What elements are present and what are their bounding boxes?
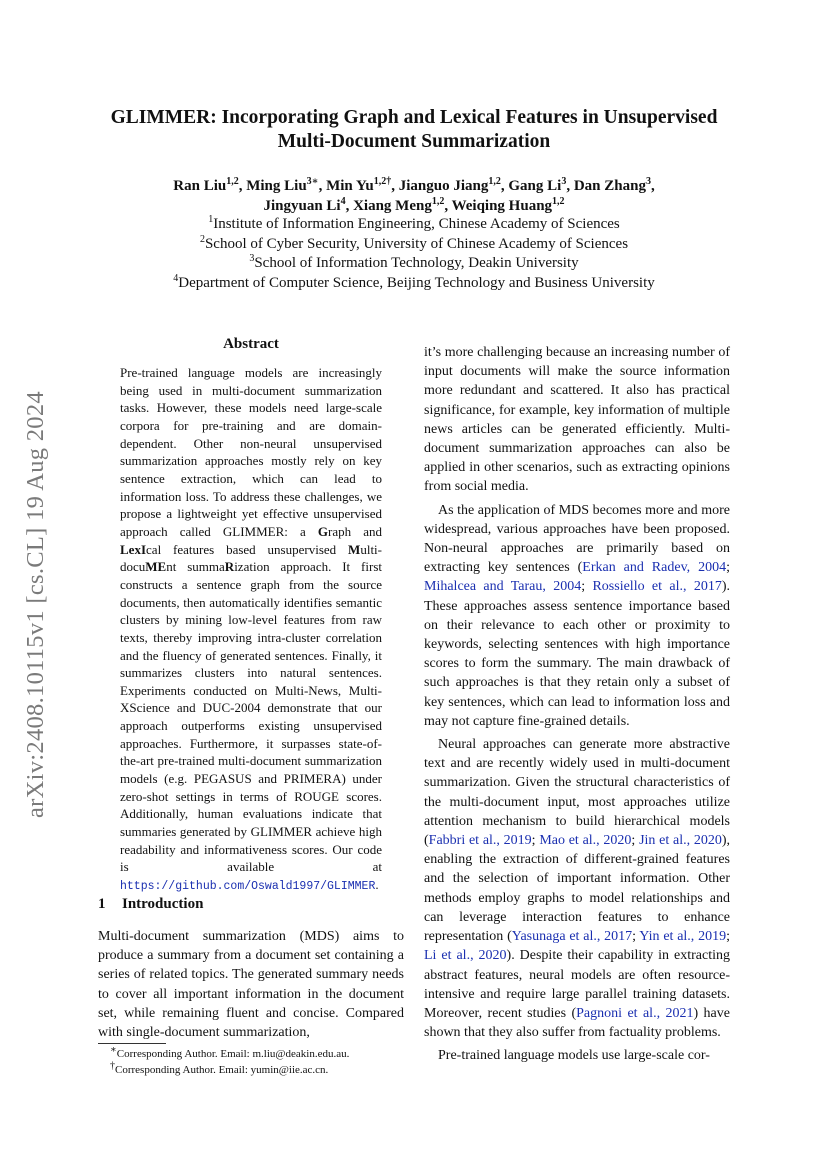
author-name: Ran Liu	[173, 178, 227, 194]
paragraph-text: ;	[531, 833, 540, 849]
section-title: Introduction	[122, 896, 204, 912]
author-affil-mark: 3	[645, 176, 651, 187]
footnote-mark: †	[110, 1059, 115, 1071]
paper-title	[90, 106, 738, 154]
author-name: Dan Zhang	[573, 178, 646, 194]
paragraph-text: ;	[726, 929, 730, 945]
author-name: Xiang Meng	[353, 198, 432, 214]
footnotes	[98, 1044, 404, 1078]
author-name: Jingyuan Li	[263, 198, 341, 214]
paragraph-text: ;	[581, 579, 593, 595]
author-affil-mark: 3	[561, 176, 567, 187]
citation-link[interactable]: Yin et al., 2019	[639, 929, 727, 945]
abstract-text: ulti-docu	[120, 541, 382, 575]
citation-link[interactable]: Pagnoni et al., 2021	[576, 1005, 694, 1021]
footnote	[98, 1059, 404, 1079]
acronym-letter: ME	[145, 559, 167, 575]
author-name: Min Yu	[326, 178, 374, 194]
paragraph-text: Neural approaches can generate more abstractive text and are recently widely used in multi-document summarization. Given the structural characteristics of the multi-document input, most approaches utilize attention mechanism to build hierarchical models (	[424, 737, 730, 849]
title-line-1: GLIMMER: Incorporating Graph and Lexical Features in Unsupervised	[110, 107, 718, 128]
footnote-text: Corresponding Author. Email: m.liu@deakin.edu.au.	[116, 1048, 350, 1060]
citation-link[interactable]: Yasunaga et al., 2017	[511, 929, 633, 945]
affiliation	[90, 235, 738, 255]
paragraph: it’s more challenging because an increasing number of input documents will make the source information more redundant and scattered. It also has practical significance, for example, key information of multiple news articles can be generated efficiently. Multi-document summarization approaches can also be applied in other scenarios, such as extracting opinions from social media.	[424, 345, 730, 495]
right-column	[424, 343, 730, 1070]
affiliation-text: School of Information Technology, Deakin University	[254, 255, 579, 272]
author-affil-mark: 1,2†	[373, 176, 392, 187]
acronym-letter: Lex	[120, 541, 141, 557]
abstract-body	[120, 364, 382, 896]
affiliation-text: Institute of Information Engineering, Chinese Academy of Sciences	[213, 216, 620, 232]
acronym-letter: I	[140, 541, 147, 557]
footnote-text: Corresponding Author. Email: yumin@iie.ac.cn.	[115, 1063, 329, 1076]
paragraph-text: ;	[632, 929, 640, 945]
abstract-text: nt summa	[166, 559, 225, 575]
title-line-2: Multi-Document Summarization	[277, 131, 551, 152]
affiliation	[90, 254, 738, 274]
author-name: Weiqing Huang	[451, 198, 553, 214]
footnote	[98, 1044, 404, 1063]
paragraph-text: ) have shown that they also suffer from factuality problems.	[424, 1005, 730, 1041]
paragraph-text: ). Despite their capability in extracting abstract features, neural models are often resource-intensive and require large parallel training datasets. Moreover, recent studies (	[424, 948, 730, 1021]
code-repository-link[interactable]: https://github.com/Oswald1997/GLIMMER	[120, 880, 376, 894]
author-affil-mark: 4	[340, 196, 346, 207]
paragraph	[424, 501, 730, 731]
affiliation-text: Department of Computer Science, Beijing Technology and Business University	[178, 275, 655, 292]
acronym-letter: M	[348, 541, 361, 557]
paragraph-text: ), enabling the extraction of different-grained features and the selection of important information. Other methods employ graphs to model relationships and can leverage interaction features to enhance representation (	[424, 833, 731, 945]
author-line-2: Jingyuan Li$^4$, Xiang Meng$^{1,2}$, Weiqing Huang$^{1,2}$	[263, 196, 565, 214]
paragraph	[424, 735, 730, 1042]
acronym-letter: R	[224, 559, 235, 575]
author-name: Gang Li	[508, 178, 562, 194]
citation-link[interactable]: Jin et al., 2020	[639, 833, 722, 849]
citation-link[interactable]: Fabbri et al., 2019	[428, 833, 532, 849]
paragraph-text: ). These approaches assess sentence importance based on their relevance to each other or proximity to keywords, selecting sentences with high importance scores to form the summary. The main drawback of such approaches is that they retain only a subset of key sentences, which can lead to information loss and may not capture fine-grained details.	[424, 579, 730, 729]
author-affil-mark: 1,2	[488, 176, 501, 187]
section-heading-introduction	[98, 896, 404, 913]
citation-link[interactable]: Rossiello et al., 2017	[592, 579, 722, 595]
affiliation-mark: 2	[199, 233, 205, 245]
affiliation-mark: 4	[173, 273, 179, 285]
abstract-text: raph and	[328, 523, 382, 539]
footnote-mark: ∗	[110, 1044, 117, 1056]
paragraph: Pre-trained language models use large-scale cor-	[438, 1048, 710, 1064]
abstract-heading: Abstract	[223, 336, 279, 352]
arxiv-identifier: arXiv:2408.10115v1 [cs.CL] 19 Aug 2024	[22, 391, 49, 819]
affiliation-mark: 1	[208, 214, 214, 225]
author-affil-mark: 3∗	[306, 176, 319, 187]
abstract-text: ization approach. It first constructs a sentence graph from the source documents, then automatically identifies semantic clusters by mining low-level features from raw texts, thereby improving intra-cluster correlation and the fluency of generated sentences. Finally, it summarizes clusters into natural sentences. Experiments conducted on Multi-News, Multi-XScience and DUC-2004 demonstrate that our approach outperforms existing unsupervised approaches. Furthermore, it surpasses state-of-the-art pre-trained multi-document summarization models (e.g. PEGASUS and PRIMERA) under zero-shot settings in terms of ROUGE scores. Additionally, human evaluations indicate that summaries generated by GLIMMER achieve high readability and informativeness scores. Our code is available at	[120, 559, 382, 875]
author-line-1: Ran Liu$^{1,2}$, Ming Liu$^{3∗}$, Min $Yu^{1,2\dagger}$, Jianguo Jiang$^{1,2}$, Gang Li$^3$, Dan Zhang$^3$,	[173, 176, 655, 194]
abstract-text: Pre-trained language models are increasingly being used in multi-document summarization tasks. However, these models need large-scale corpora for pre-training and are domain-dependent. Other non-neural unsupervised summarization approaches mostly rely on key sentence extraction, which can lead to information loss. To address these challenges, we propose a lightweight yet effective unsupervised approach called GLIMMER: a	[120, 365, 382, 539]
paragraph-text: ;	[631, 833, 640, 849]
author-list	[90, 176, 738, 216]
footnote-divider	[98, 1043, 166, 1044]
introduction-paragraph: Multi-document summarization (MDS) aims to produce a summary from a document set containing a series of related topics. The generated summary needs to cover all important information in the document set, while remaining fluent and concise. Compared with single-document summarization,	[98, 929, 404, 1041]
affiliation	[90, 215, 738, 235]
author-name: Ming Liu	[246, 178, 307, 194]
paragraph-text: As the application of MDS becomes more and more widespread, various approaches have been proposed. Non-neural approaches are primarily based on extracting key sentences (	[424, 502, 730, 576]
affiliation	[90, 274, 738, 294]
affiliation-text: School of Cyber Security, University of Chinese Academy of Sciences	[204, 235, 629, 252]
affiliation-mark: 3	[249, 253, 255, 265]
citation-link[interactable]: Erkan and Radev, 2004	[582, 560, 727, 576]
citation-link[interactable]: Li et al., 2020	[424, 948, 507, 964]
abstract-text: .	[375, 877, 379, 893]
citation-link[interactable]: Mihalcea and Tarau, 2004	[424, 579, 582, 595]
author-affil-mark: 1,2	[552, 196, 565, 207]
section-number: 1	[98, 896, 106, 912]
citation-link[interactable]: Mao et al., 2020	[539, 833, 632, 849]
abstract-text: c	[146, 541, 152, 557]
abstract-text: al features based unsupervised	[151, 541, 349, 557]
author-name: Jianguo Jiang	[398, 178, 489, 194]
author-affil-mark: 1,2	[431, 196, 445, 207]
author-affil-mark: 1,2	[226, 176, 239, 187]
acronym-letter: G	[317, 523, 329, 539]
paragraph-text: ;	[726, 560, 730, 576]
affiliation-list	[90, 215, 738, 294]
